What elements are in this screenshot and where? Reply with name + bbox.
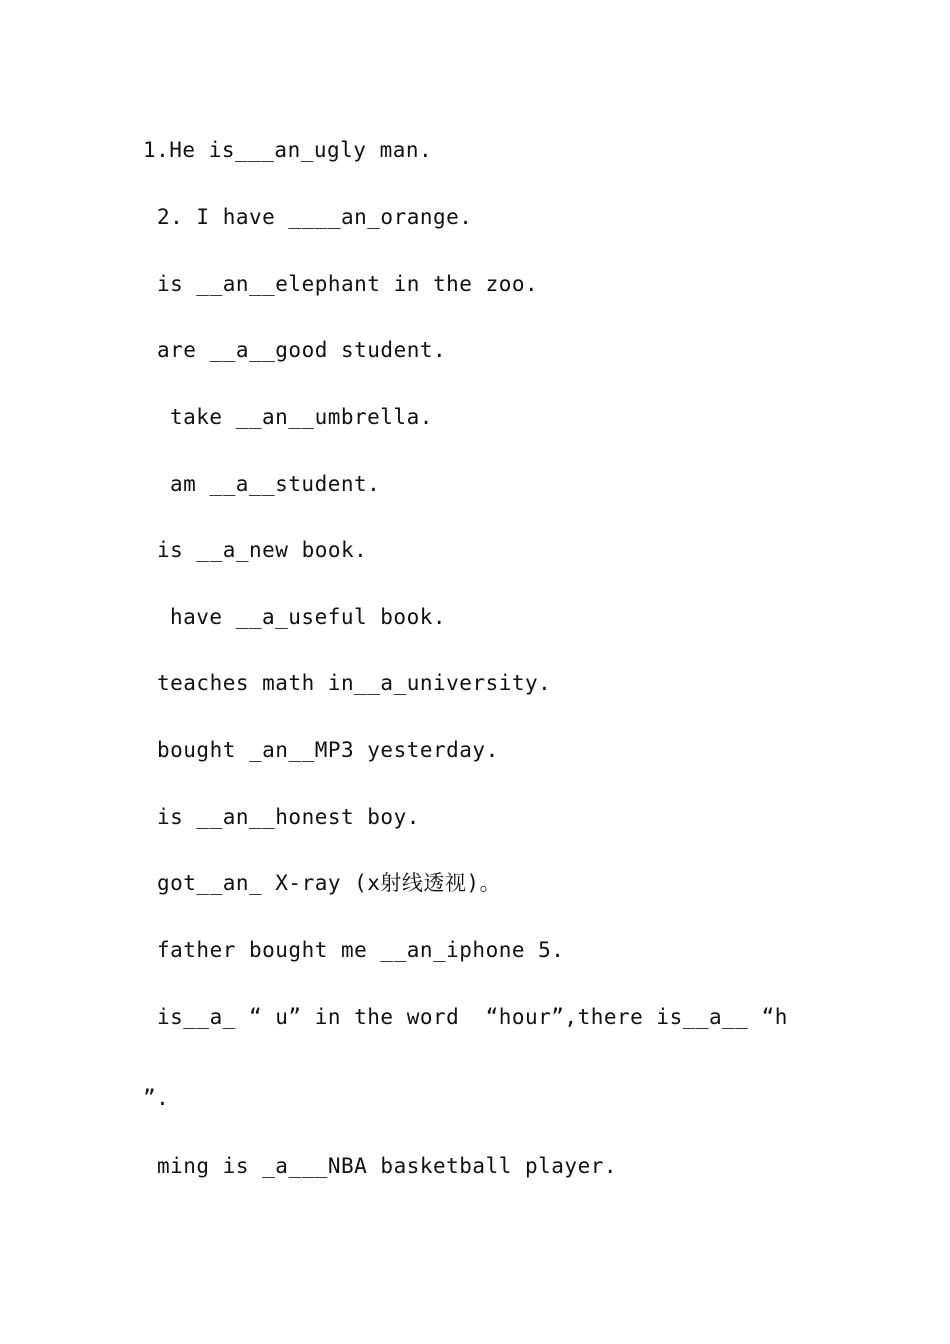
exercise-line-15: ming is _a___NBA basketball player. (157, 1154, 618, 1178)
exercise-line-12: got__an_ X-ray (x射线透视)。 (157, 871, 502, 895)
exercise-line-14-continuation: ”. (143, 1086, 170, 1110)
exercise-line-7: is __a_new book. (157, 538, 368, 562)
exercise-line-1: 1.He is___an_ugly man. (143, 138, 433, 162)
exercise-line-10: bought _an__MP3 yesterday. (157, 738, 499, 762)
exercise-line-8: have __a_useful book. (170, 605, 447, 629)
exercise-line-11: is __an__honest boy. (157, 805, 420, 829)
exercise-line-2: 2. I have ____an_orange. (157, 205, 473, 229)
exercise-line-3: is __an__elephant in the zoo. (157, 272, 539, 296)
exercise-line-4: are __a__good student. (157, 338, 447, 362)
exercise-line-6: am __a__student. (170, 472, 381, 496)
exercise-line-9: teaches math in__a_university. (157, 671, 552, 695)
exercise-line-13: father bought me __an_iphone 5. (157, 938, 565, 962)
exercise-line-5: take __an__umbrella. (170, 405, 433, 429)
exercise-line-14: is__a_ “ u” in the word “hour”,there is__a__ “h (157, 1005, 788, 1029)
